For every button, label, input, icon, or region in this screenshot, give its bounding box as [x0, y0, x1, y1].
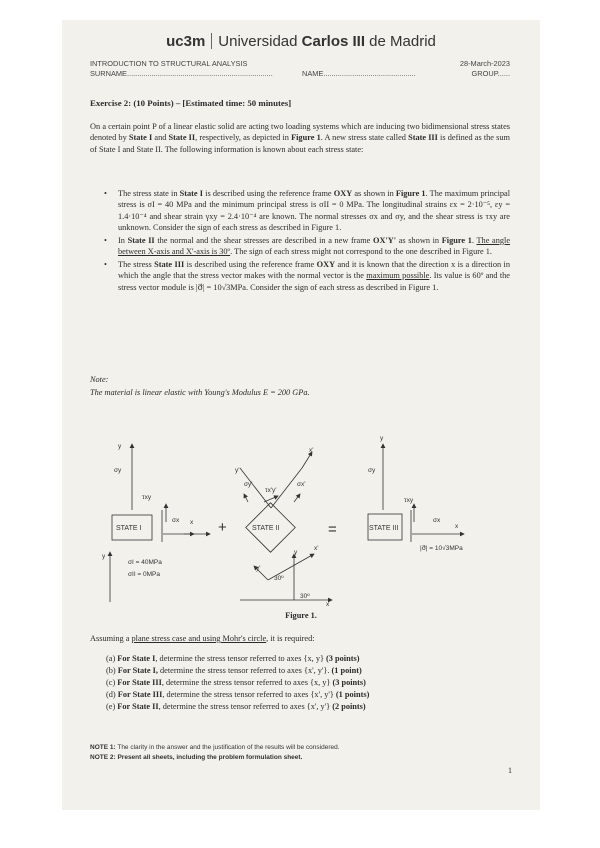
logo-univ-bold: Carlos III — [301, 33, 366, 50]
note-2: NOTE 2: Present all sheets, including the problem formulation sheet. — [90, 754, 303, 761]
note-text: The material is linear elastic with Young's Modulus E = 200 GPa. — [90, 388, 310, 397]
note-label: Note: — [90, 375, 109, 384]
state3-sig-x: σx — [433, 517, 441, 524]
university-logo — [62, 32, 540, 53]
state2-tau: τx'y' — [265, 487, 277, 494]
note-1: NOTE 1: The clarity in the answer and the justification of the results will be considered. — [90, 744, 340, 751]
header-line-1 — [90, 59, 510, 69]
info-list — [104, 188, 510, 294]
course-title: INTRODUCTION TO STRUCTURAL ANALYSIS — [90, 59, 248, 68]
question-e: (e) For State II, determine the stress tensor referred to axes {x', y'} (2 points) — [106, 701, 366, 711]
state2-sig-x2: σx' — [297, 481, 306, 488]
state2-axis-y2: y' — [235, 467, 240, 474]
lower-axis-y: y — [102, 553, 106, 560]
state1-axis-y: y — [118, 443, 122, 450]
lower-axis-y: y — [294, 549, 298, 556]
question-d: (d) For State III, determine the stress tensor referred to axes {x', y'} (1 points) — [106, 689, 370, 699]
sigma-II-value: σII = 0MPa — [128, 571, 161, 578]
page-number: 1 — [508, 766, 512, 775]
figure-caption: Figure 1. — [285, 611, 317, 620]
angle-label-2: 30º — [300, 593, 310, 600]
state3-axis-x: x — [455, 523, 459, 530]
state1-label: STATE I — [116, 525, 142, 532]
exercise-title: Exercise 2: (10 Points) – [Estimated time: 50 minutes] — [90, 98, 292, 108]
question-a: (a) For State I, determine the stress tensor referred to axes {x, y} (3 points) — [106, 654, 360, 663]
sigma-I-value: σI = 40MPa — [128, 559, 162, 566]
surname-field: SURNAME....................................................................... — [90, 69, 273, 78]
state3-label: STATE III — [369, 525, 399, 532]
bullet-state-2: • In State II the normal and the shear stresses are described in a new frame OX'Y' as shown in Figure 1. The angle between X-axis and X'-axis is 30º. The sign of each stress might not correspond to the one described in Figure 1. — [104, 235, 510, 258]
state1-sig-y: σy — [114, 467, 122, 474]
question-b: (b) For State I, determine the stress tensor referred to axes {x', y'}. (1 point) — [106, 665, 362, 675]
header-line-2 — [90, 69, 510, 79]
figure-1-diagram — [62, 430, 540, 608]
state1-axis-x: x — [190, 519, 194, 526]
state3-sig-y: σy — [368, 467, 376, 474]
question-c: (c) For State III, determine the stress tensor referred to axes {x, y} (3 points) — [106, 677, 366, 687]
logo-short: uc3m — [166, 33, 206, 50]
exam-date: 28-March-2023 — [459, 59, 510, 68]
state2-sig-y2: σy' — [244, 481, 253, 488]
lower-axis-y2: y' — [256, 565, 261, 572]
plus-sign: + — [218, 519, 227, 536]
logo-univ-post: de Madrid — [365, 33, 436, 50]
lower-axis-x: x — [326, 601, 330, 608]
group-field: GROUP...... — [471, 69, 510, 78]
state3-tau: τxy — [404, 497, 414, 504]
intro-paragraph: On a certain point P of a linear elastic solid are acting two loading systems which are inducing two bidimensional stress states denoted by State I and State II, respectively, as depicted in Figure 1. A new stress state called State III is defined as the sum of State I and State II. The following information is known about each stress state: — [90, 122, 510, 154]
questions-list — [106, 653, 369, 713]
name-field: NAME............................................. — [302, 69, 416, 78]
logo-univ-pre: Universidad — [218, 33, 302, 50]
bullet-state-1: • The stress state in State I is described using the reference frame OXY as shown in Figure 1. The maximum principal stress is σI = 40 MPa and the minimum principal stress is σII = 0 MPa. The longitudinal strains εx = 2·10⁻⁵, εy = 1.4·10⁻⁴ and shear strain γxy = 2.4·10⁻⁴ are known. The normal stresses σx and σy, and the shear stress is τxy are unknown. Consider the sign of each stress as described in Figure 1. — [104, 188, 510, 234]
state2-axis-x2: x' — [309, 447, 314, 454]
required-intro: Assuming a plane stress case and using Mohr's circle, it is required: — [90, 634, 315, 643]
equals-sign: = — [328, 521, 337, 538]
state3-axis-y: y — [380, 435, 384, 442]
state1-tau: τxy — [142, 494, 152, 501]
state2-label: STATE II — [252, 525, 280, 532]
angle-label-1: 30º — [274, 575, 284, 582]
state3-modulus: |σ⃗| = 10√3MPa — [420, 545, 463, 552]
state1-sig-x: σx — [172, 517, 180, 524]
exam-page — [62, 20, 540, 810]
bullet-state-3: • The stress State III is described using the reference frame OXY and it is known that the direction x is a direction in which the angle that the stress vector makes with the normal vector is the maximum possible. Its value is 60º and the stress vector module is |σ⃗| = 10√3MPa. Consider the sign of each stress as described in Figure 1. — [104, 259, 510, 293]
lower-axis-x2: x' — [314, 545, 319, 552]
